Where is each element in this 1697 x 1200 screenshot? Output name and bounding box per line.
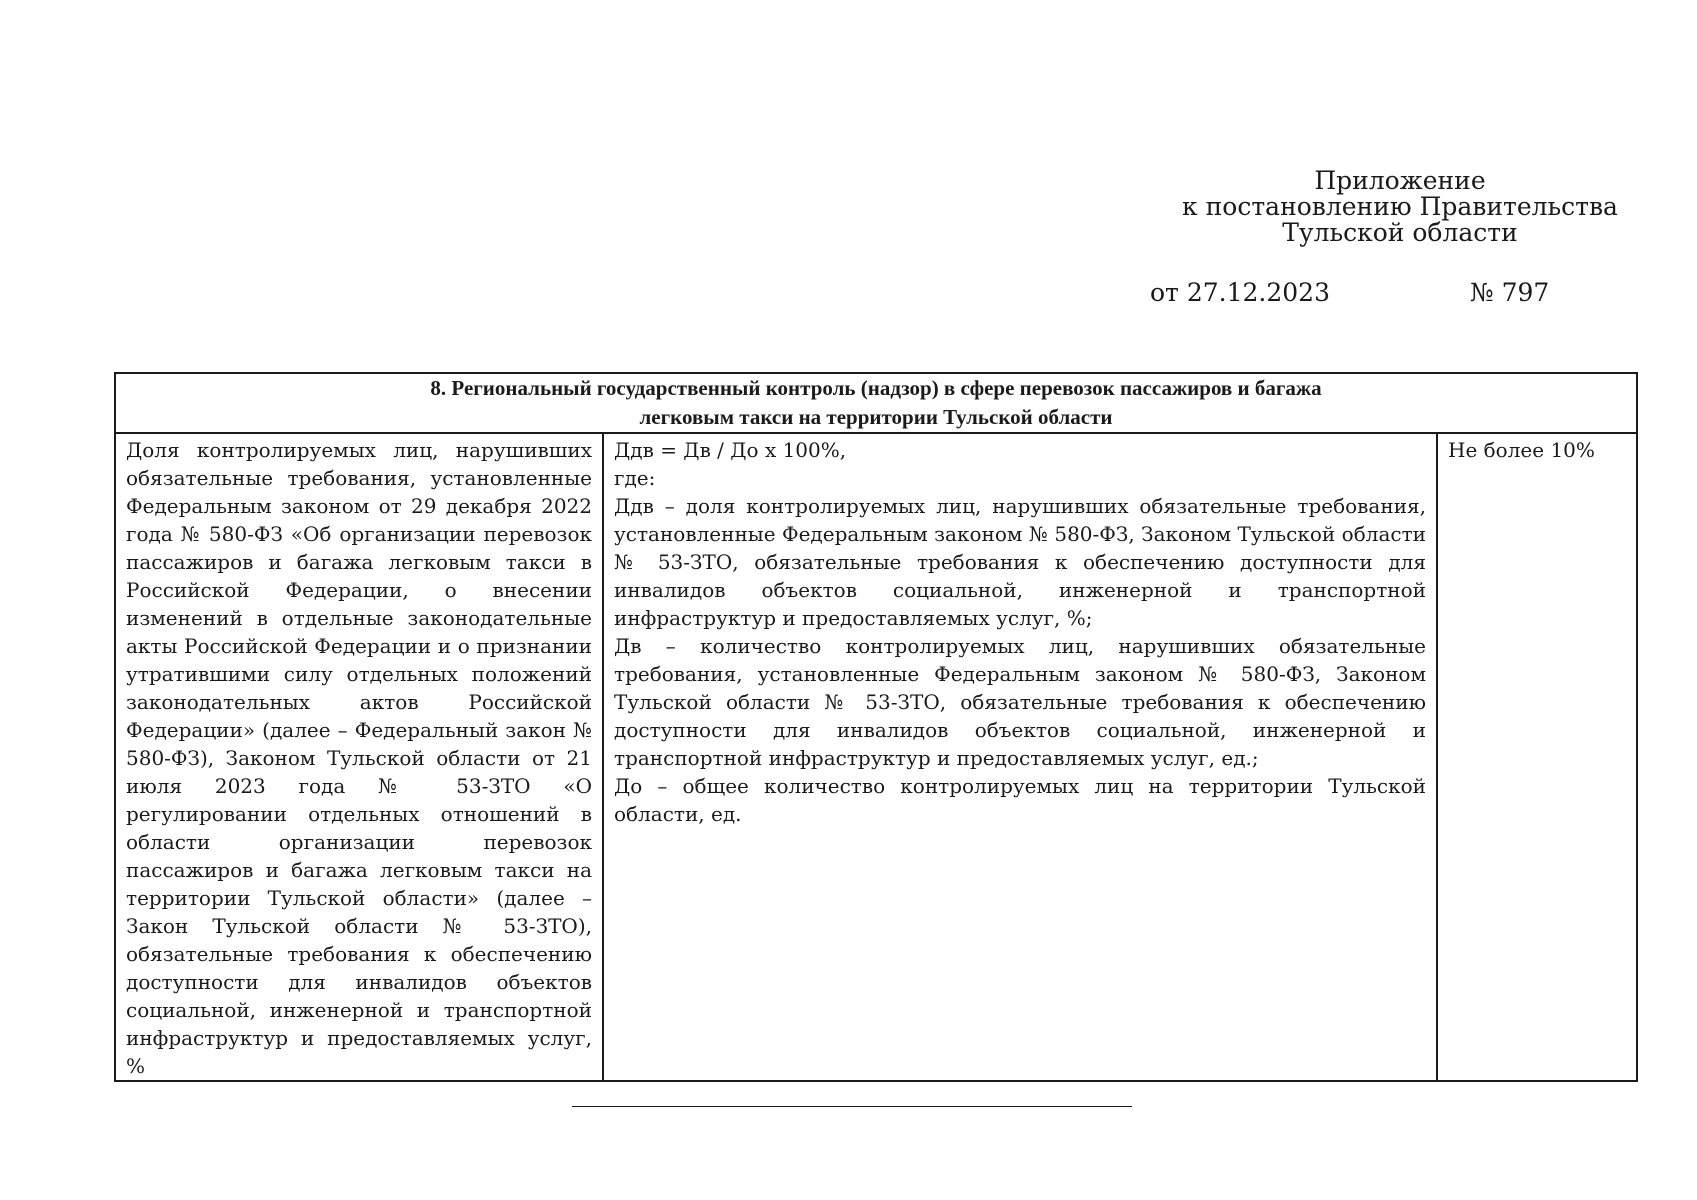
footer-rule xyxy=(572,1106,1132,1107)
formula-where: где: xyxy=(614,466,656,490)
section-header-row xyxy=(115,373,1637,433)
appendix-heading xyxy=(1150,168,1650,246)
table-row xyxy=(115,433,1637,1081)
section-header-line2: легковым такси на территории Тульской области xyxy=(639,405,1113,429)
definition-do: До – общее количество контролируемых лиц на территории Тульской области, ед. xyxy=(614,774,1426,826)
indicator-name-cell: Доля контролируемых лиц, нарушивших обязательные требования, установленные Федеральным законом от 29 декабря 2022 года № 580-ФЗ «Об организации перевозок пассажиров и багажа легковым такси в Российской Федерации, о внесении изменений в отдельные законодательные акты Российской Федерации и о признании утратившими силу отдельных положений законодательных актов Российской Федерации» (далее – Федеральный закон № 580-ФЗ), Законом Тульской области от 21 июля 2023 года № 53-ЗТО «О регулировании отдельных отношений в области организации перевозок пассажиров и багажа легковым такси на территории Тульской области» (далее – Закон Тульской области № 53-ЗТО), обязательные требования к обеспечению доступности для инвалидов объектов социальной, инженерной и транспортной инфраструктур и предоставляемых услуг, % xyxy=(115,433,603,1081)
section-header xyxy=(115,373,1637,433)
document-number: № 797 xyxy=(1470,278,1550,307)
formula-cell xyxy=(603,433,1437,1081)
appendix-title: Приложение xyxy=(1314,166,1486,195)
definition-ddv: Ддв – доля контролируемых лиц, нарушивших обязательные требования, установленные Федеральным законом № 580-ФЗ, Законом Тульской области № 53-ЗТО, обязательные требования к обеспечению доступности для инвалидов объектов социальной, инженерной и транспортной инфраструктур и предоставляемых услуг, %; xyxy=(614,494,1426,630)
formula: Ддв = Дв / До х 100%, xyxy=(614,438,847,462)
document-date: от 27.12.2023 xyxy=(1150,278,1330,307)
indicator-table xyxy=(114,372,1638,1082)
target-value-cell: Не более 10% xyxy=(1437,433,1637,1081)
appendix-region: Тульской области xyxy=(1282,218,1518,247)
section-header-line1: 8. Региональный государственный контроль (надзор) в сфере перевозок пассажиров и багажа xyxy=(430,376,1322,400)
definition-dv: Дв – количество контролируемых лиц, нарушивших обязательные требования, установленные Федеральным законом № 580-ФЗ, Законом Тульской области № 53-ЗТО, обязательные требования к обеспечению доступности для инвалидов объектов социальной, инженерной и транспортной инфраструктур и предоставляемых услуг, ед.; xyxy=(614,634,1426,770)
appendix-reference: к постановлению Правительства xyxy=(1182,192,1618,221)
